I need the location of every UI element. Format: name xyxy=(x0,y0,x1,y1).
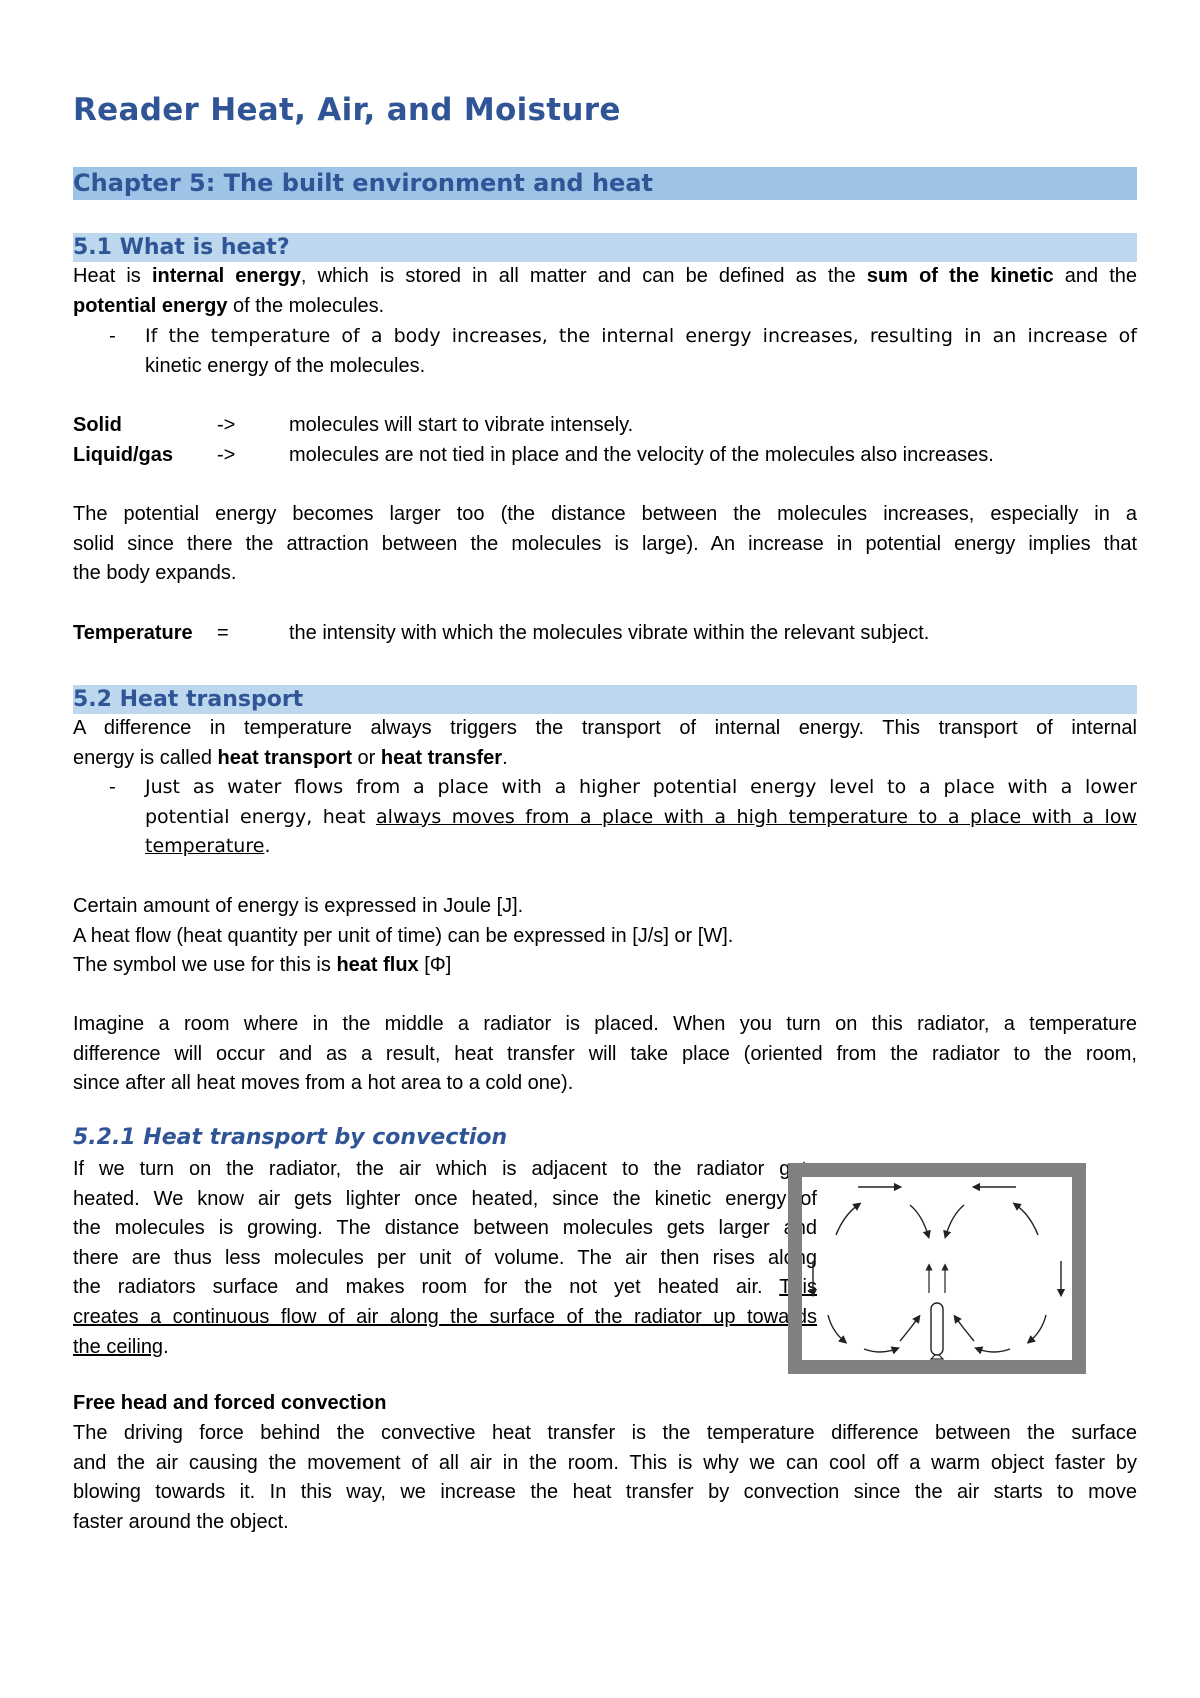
paragraph-potential-energy: The potential energy becomes larger too (the distance between the molecules increases, especially in a solid since there the attraction between the molecules is large). An increase in potential energy implies that the body expands. xyxy=(73,503,1137,585)
airflow-arrow xyxy=(946,1205,964,1235)
term-heat-transfer: heat transfer xyxy=(380,746,503,769)
bullet-line: temperature. xyxy=(145,835,271,858)
paragraph-forced-convection: The driving force behind the convective heat transfer is the temperature difference between the surface and the air causing the movement of all air in the room. This is why we can cool off a warm object faster by blowing towards it. In this way, we increase the heat transfer by convection since the air starts to move faster around the object. xyxy=(73,1422,1137,1533)
liquid-description: molecules are not tied in place and the velocity of the molecules also increases. xyxy=(289,444,994,466)
paragraph-heat-transport: A difference in temperature always triggers the transport of internal energy. This transport of internal energy is called heat transport or heat transfer. xyxy=(73,717,1137,769)
term-potential-energy: potential energy xyxy=(73,295,228,317)
airflow-arrow xyxy=(1030,1315,1046,1341)
bullet-line: Just as water flows from a place with a higher potential energy level to a place with a lower xyxy=(145,776,1137,798)
section-heading-5-1: 5.1 What is heat? xyxy=(73,233,1137,262)
chapter-heading: Chapter 5: The built environment and heat xyxy=(73,167,1137,200)
radiator xyxy=(931,1303,943,1355)
airflow-arrow xyxy=(864,1349,896,1352)
radiator-base xyxy=(931,1355,943,1359)
bullet-line: potential energy, heat always moves from a place with a high temperature to a place with a low xyxy=(145,805,1137,828)
solid-description: molecules will start to vibrate intensely. xyxy=(289,414,634,436)
section-heading-5-2: 5.2 Heat transport xyxy=(73,685,1137,714)
bullet-dash: - xyxy=(109,776,116,798)
term-heat-transport: heat transport xyxy=(217,746,352,769)
bullet-dash: - xyxy=(109,325,116,347)
temperature-description: the intensity with which the molecules vibrate within the relevant subject. xyxy=(289,622,930,644)
airflow-arrow xyxy=(836,1205,858,1235)
airflow-arrow xyxy=(956,1318,974,1341)
paragraph-energy-units: Certain amount of energy is expressed in Joule [J]. A heat flow (heat quantity per unit of time) can be expressed in [J/s] or [W]. The symbol we use for this is heat flux [Φ] xyxy=(73,895,734,977)
paragraph-radiator-room: Imagine a room where in the middle a radiator is placed. When you turn on this radiator, a temperature difference will occur and as a result, heat transfer will take place (oriented from the radiator to the room, since after all heat moves from a hot area to a cold one). xyxy=(73,1013,1137,1095)
airflow-arrow xyxy=(1016,1205,1038,1235)
bullet-line: kinetic energy of the molecules. xyxy=(145,354,426,377)
subsection-heading-5-2-1: 5.2.1 Heat transport by convection xyxy=(73,1125,508,1150)
subheading-free-forced-convection: Free head and forced convection xyxy=(73,1392,387,1414)
airflow-arrow xyxy=(828,1315,844,1341)
paragraph-convection: If we turn on the radiator, the air which is adjacent to the radiator gets heated. We know air gets lighter once heated, since the kinetic energy of the molecules is growing. The distance between molecules gets larger and there are thus less molecules per unit of volume. The air then rises along the radiators surface and makes room for the not yet heated air. This creates a continuous flow of air along the surface of the radiator up towards the ceiling. xyxy=(73,1158,817,1358)
term-sum-kinetic: sum of the kinetic xyxy=(866,265,1054,287)
airflow-arrow xyxy=(978,1349,1010,1352)
arrow-text: -> xyxy=(217,414,236,436)
arrow-text: -> xyxy=(217,444,236,466)
equals-sign: = xyxy=(217,622,229,644)
convection-diagram xyxy=(788,1163,1086,1374)
term-internal-energy: internal energy xyxy=(151,265,301,287)
airflow-arrow xyxy=(910,1205,928,1235)
bullet-line: If the temperature of a body increases, the internal energy increases, resulting in an increase of xyxy=(145,325,1137,347)
label-liquid-gas: Liquid/gas xyxy=(73,444,173,466)
label-solid: Solid xyxy=(73,414,122,436)
term-heat-flux: heat flux xyxy=(336,954,419,977)
paragraph-heat-definition-line2: potential energy of the molecules. xyxy=(73,295,385,317)
paragraph-heat-definition-line1: Heat is internal energy, which is stored in all matter and can be defined as the sum of the kinetic and the xyxy=(73,265,1137,287)
airflow-arrow xyxy=(900,1318,918,1341)
document-title: Reader Heat, Air, and Moisture xyxy=(73,92,621,128)
label-temperature: Temperature xyxy=(73,622,193,644)
